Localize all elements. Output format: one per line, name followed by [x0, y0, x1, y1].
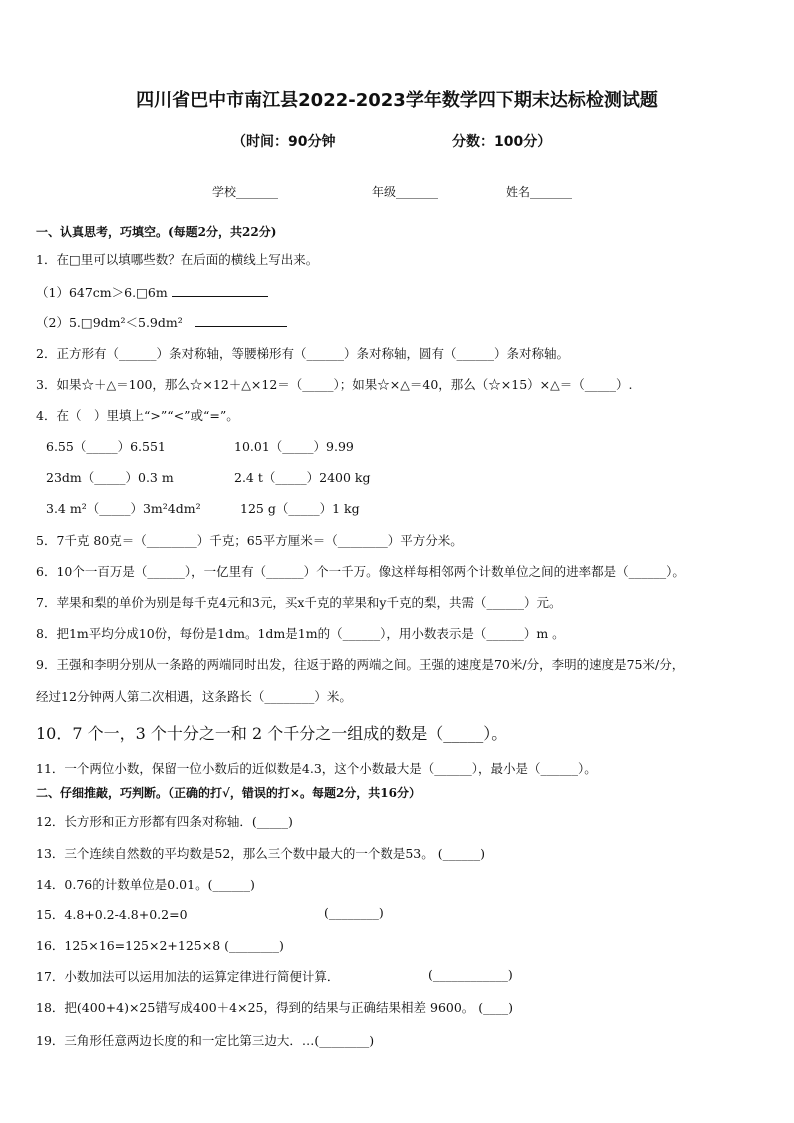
question-13: 13．三个连续自然数的平均数是52，那么三个数中最大的一个数是53。 (______) — [36, 846, 485, 861]
page-title: 四川省巴中市南江县2022-2023学年数学四下期末达标检测试题 — [136, 90, 658, 111]
section-2-heading: 二、仔细推敲，巧判断。（正确的打√，错误的打×。每题2分，共16分） — [36, 786, 421, 800]
question-1b-text: （2）5.□9dm²＜5.9dm² — [36, 315, 183, 330]
question-4-row1a: 6.55（_____）6.551 — [46, 439, 166, 454]
question-4-row2b: 2.4 t（_____）2400 kg — [234, 470, 371, 485]
question-4-row1b: 10.01（_____）9.99 — [234, 439, 354, 454]
question-4: 4．在（ ）里填上“>”“<”或“=”。 — [36, 408, 239, 423]
answer-line — [172, 283, 268, 297]
school-field: 学校_______ — [212, 185, 279, 199]
question-17-answer: (____________) — [428, 967, 513, 982]
question-6: 6．10个一百万是（______），一亿里有（______）个一千万。像这样每相邻两个计数单位之间的进率都是（______）。 — [36, 564, 685, 579]
question-8: 8．把1m平均分成10份，每份是1dm。1dm是1m的（______），用小数表示是（______）m 。 — [36, 626, 565, 641]
answer-line — [195, 313, 287, 327]
question-17: 17．小数加法可以运用加法的运算定律进行简便计算． — [36, 969, 340, 984]
question-3: 3．如果☆＋△＝100，那么☆×12＋△×12＝（_____）；如果☆×△＝40，那么（☆×15）×△＝（_____）. — [36, 377, 633, 392]
question-15-answer: (________) — [324, 905, 384, 920]
name-field: 姓名_______ — [506, 185, 573, 199]
score-label: 分数：100分） — [452, 134, 552, 150]
grade-field: 年级_______ — [372, 185, 439, 199]
question-10: 10．7 个一，3 个十分之一和 2 个千分之一组成的数是（_____）。 — [36, 724, 508, 743]
question-15: 15．4.8+0.2-4.8+0.2=0 — [36, 907, 188, 922]
question-1a — [36, 283, 268, 301]
question-1: 1．在□里可以填哪些数？在后面的横线上写出来。 — [36, 252, 319, 267]
question-9-line2: 经过12分钟两人第二次相遇，这条路长（________）米。 — [36, 689, 352, 704]
question-4-row3a: 3.4 m²（_____）3m²4dm² — [46, 501, 201, 516]
question-5: 5．7千克 80克＝（________）千克；65平方厘米＝（________）平方分米。 — [36, 533, 463, 548]
question-1b — [36, 313, 287, 331]
question-2: 2．正方形有（______）条对称轴，等腰梯形有（______）条对称轴，圆有（______）条对称轴。 — [36, 346, 569, 361]
question-9-line1: 9．王强和李明分别从一条路的两端同时出发，往返于路的两端之间。王强的速度是70米/分，李明的速度是75米/分， — [36, 657, 685, 672]
question-16: 16．125×16=125×2+125×8 (________) — [36, 938, 284, 953]
question-7: 7．苹果和梨的单价为别是每千克4元和3元，买x千克的苹果和y千克的梨，共需（______）元。 — [36, 595, 562, 610]
question-1a-text: （1）647cm＞6.□6m — [36, 285, 168, 300]
question-4-row2a: 23dm（_____）0.3 m — [46, 470, 174, 485]
time-label: （时间：90分钟 — [232, 134, 336, 150]
question-11: 11．一个两位小数，保留一位小数后的近似数是4.3，这个小数最大是（______），最小是（______）。 — [36, 761, 597, 776]
question-14: 14．0.76的计数单位是0.01。(______) — [36, 877, 255, 892]
question-4-row3b: 125 g（_____）1 kg — [240, 501, 360, 516]
section-1-heading: 一、认真思考，巧填空。(每题2分，共22分) — [36, 225, 277, 239]
question-18: 18．把(400+4)×25错写成400＋4×25，得到的结果与正确结果相差 9600。 (____) — [36, 1000, 514, 1015]
question-12: 12．长方形和正方形都有四条对称轴．(_____) — [36, 814, 293, 829]
question-19: 19．三角形任意两边长度的和一定比第三边大．…(________) — [36, 1033, 375, 1048]
